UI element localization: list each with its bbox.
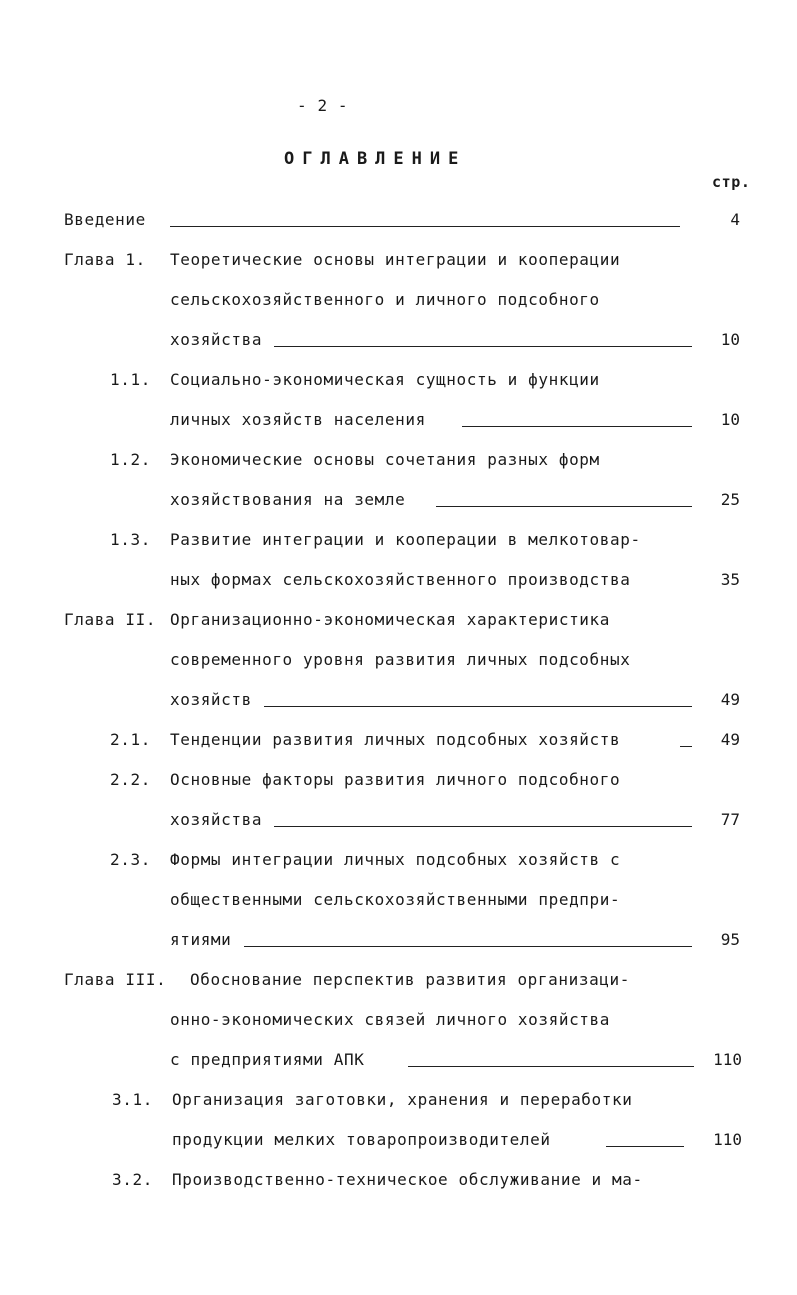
toc-text-line: хозяйств	[170, 690, 252, 709]
toc-label: 2.1.	[110, 730, 151, 749]
toc-text-line: общественными сельскохозяйственными предпри-	[170, 890, 621, 909]
toc-text-line: хозяйствования на земле	[170, 490, 406, 509]
dot-leader	[606, 1146, 684, 1147]
toc-page-number: 110	[713, 1050, 742, 1069]
dot-leader	[264, 706, 692, 707]
toc-label: 2.2.	[110, 770, 151, 789]
dot-leader	[408, 1066, 694, 1067]
toc-page-number: 49	[720, 730, 740, 749]
dot-leader	[170, 226, 680, 227]
toc-text-line: ных формах сельскохозяйственного производства	[170, 570, 631, 589]
toc-page-number: 110	[713, 1130, 742, 1149]
dot-leader	[274, 826, 692, 827]
toc-text-line: хозяйства	[170, 810, 263, 829]
toc-text-line: Экономические основы сочетания разных форм	[170, 450, 600, 469]
toc-label: 3.2.	[112, 1170, 153, 1189]
dot-leader	[436, 506, 692, 507]
toc-text-line: Социально-экономическая сущность и функции	[170, 370, 600, 389]
toc-text-line: Теоретические основы интеграции и кооперации	[170, 250, 621, 269]
page-number: - 2 -	[297, 96, 349, 115]
toc-text-line: онно-экономических связей личного хозяйства	[170, 1010, 611, 1029]
dot-leader	[274, 346, 692, 347]
toc-page-number: 25	[720, 490, 740, 509]
toc-page-number: 4	[730, 210, 740, 229]
toc-text-line: Обоснование перспектив развития организаци-	[190, 970, 631, 989]
toc-text-line: Тенденции развития личных подсобных хозяйств	[170, 730, 621, 749]
toc-text-line: продукции мелких товаропроизводителей	[172, 1130, 551, 1149]
toc-text-line: современного уровня развития личных подсобных	[170, 650, 631, 669]
toc-label: Глава II.	[64, 610, 157, 629]
dot-leader	[462, 426, 692, 427]
toc-page-number: 95	[720, 930, 740, 949]
toc-label: 1.2.	[110, 450, 151, 469]
toc-label: 3.1.	[112, 1090, 153, 1109]
toc-text-line: Организация заготовки, хранения и переработки	[172, 1090, 633, 1109]
toc-label: 1.1.	[110, 370, 151, 389]
toc-label: 1.3.	[110, 530, 151, 549]
toc-text-line: Развитие интеграции и кооперации в мелкотовар-	[170, 530, 641, 549]
toc-page-number: 49	[720, 690, 740, 709]
toc-page-number: 77	[720, 810, 740, 829]
toc-text-line: Формы интеграции личных подсобных хозяйств с	[170, 850, 621, 869]
toc-text-line: Организационно-экономическая характеристика	[170, 610, 611, 629]
dot-leader	[680, 746, 692, 747]
toc-text-line: Производственно-техническое обслуживание и ма-	[172, 1170, 643, 1189]
toc-label: 2.3.	[110, 850, 151, 869]
toc-text-line: личных хозяйств населения	[170, 410, 426, 429]
toc-text-line: ятиями	[170, 930, 232, 949]
toc-text-line: сельскохозяйственного и личного подсобного	[170, 290, 600, 309]
dot-leader	[244, 946, 692, 947]
page-title: ОГЛАВЛЕНИЕ	[284, 149, 467, 169]
toc-page-number: 35	[720, 570, 740, 589]
toc-label: Глава 1.	[64, 250, 146, 269]
toc-page-number: 10	[720, 330, 740, 349]
toc-label: Введение	[64, 210, 146, 229]
toc-label: Глава III.	[64, 970, 167, 989]
page-column-header: стр.	[712, 173, 751, 191]
toc-text-line: Основные факторы развития личного подсобного	[170, 770, 621, 789]
toc-text-line: хозяйства	[170, 330, 263, 349]
toc-text-line: с предприятиями АПК	[170, 1050, 365, 1069]
toc-page-number: 10	[720, 410, 740, 429]
